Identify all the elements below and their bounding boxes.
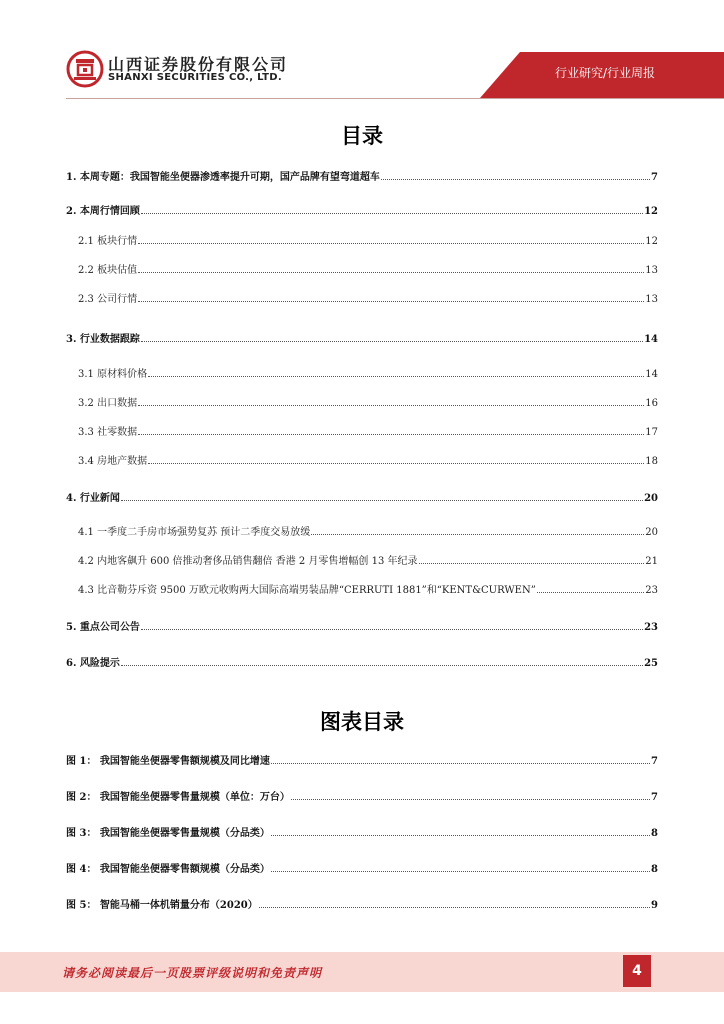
toc-entry-page: 20 — [644, 493, 658, 504]
toc-entry[interactable] — [66, 261, 658, 277]
dot-leader — [271, 862, 650, 872]
toc-entry-page: 12 — [644, 206, 658, 217]
toc-entry-page: 17 — [645, 427, 658, 438]
toc-entry-label: 3.1 原材料价格 — [78, 369, 148, 380]
shanxi-securities-logo-icon — [66, 50, 104, 88]
toc-entry-label: 2.3 公司行情 — [78, 294, 138, 305]
toc-entry[interactable] — [66, 290, 658, 306]
footer-disclaimer: 请务必阅读最后一页股票评级说明和免责声明 — [62, 966, 323, 980]
dot-leader — [141, 620, 643, 630]
dot-leader — [138, 234, 644, 244]
toc-entry[interactable] — [66, 581, 658, 597]
toc-entry-page: 23 — [644, 622, 658, 633]
toc-entry-label: 4.2 内地客飙升 600 倍推动奢侈品销售翻倍 香港 2 月零售增幅创 13 年纪录 — [78, 556, 418, 567]
dot-leader — [121, 491, 643, 501]
toc-entry-page: 20 — [645, 527, 658, 538]
toc-entry[interactable] — [66, 202, 658, 218]
toc-entry-page: 13 — [645, 294, 658, 305]
figure-entry[interactable] — [66, 752, 658, 768]
dot-leader — [148, 454, 644, 464]
header-divider — [66, 98, 724, 99]
toc-entry[interactable] — [66, 523, 658, 539]
report-category: 行业研究/行业周报 — [555, 66, 656, 80]
page-number: 4 — [623, 955, 651, 987]
dot-leader — [291, 790, 650, 800]
toc-entry-label: 4. 行业新闻 — [66, 493, 120, 504]
dot-leader — [138, 396, 644, 406]
toc-entry-page: 12 — [645, 236, 658, 247]
toc-entry-page: 16 — [645, 398, 658, 409]
figure-entry-page: 9 — [651, 900, 658, 911]
toc-entry[interactable] — [66, 394, 658, 410]
dot-leader — [419, 554, 645, 564]
company-name-en: SHANXI SECURITIES CO., LTD. — [108, 72, 282, 83]
figure-entry-label: 图 5： 智能马桶一体机销量分布（2020） — [66, 900, 258, 911]
dot-leader — [141, 204, 643, 214]
figure-entry-label: 图 3： 我国智能坐便器零售量规模（分品类） — [66, 828, 270, 839]
toc-entry[interactable] — [66, 330, 658, 346]
toc-title: 目录 — [341, 124, 383, 148]
toc-entry-label: 3.2 出口数据 — [78, 398, 138, 409]
figure-entry-page: 7 — [651, 792, 658, 803]
toc-entry[interactable] — [66, 232, 658, 248]
toc-entry-label: 2. 本周行情回顾 — [66, 206, 140, 217]
figure-entry-label: 图 2： 我国智能坐便器零售量规模（单位：万台） — [66, 792, 290, 803]
dot-leader — [138, 263, 644, 273]
toc-entry[interactable] — [66, 168, 658, 184]
figure-entry[interactable] — [66, 896, 658, 912]
toc-entry[interactable] — [66, 552, 658, 568]
toc-entry[interactable] — [66, 654, 658, 670]
dot-leader — [138, 425, 644, 435]
toc-entry[interactable] — [66, 489, 658, 505]
dot-leader — [271, 754, 650, 764]
figure-entry[interactable] — [66, 860, 658, 876]
toc-entry-label: 6. 风险提示 — [66, 658, 120, 669]
dot-leader — [121, 656, 643, 666]
toc-entry-label: 5. 重点公司公告 — [66, 622, 140, 633]
toc-entry[interactable] — [66, 452, 658, 468]
toc-entry-page: 14 — [644, 334, 658, 345]
figure-entry[interactable] — [66, 824, 658, 840]
toc-entry-page: 25 — [644, 658, 658, 669]
toc-entry-label: 3.3 社零数据 — [78, 427, 138, 438]
toc-entry-page: 21 — [645, 556, 658, 567]
toc-entry-label: 3. 行业数据跟踪 — [66, 334, 140, 345]
figure-entry-page: 8 — [651, 864, 658, 875]
toc-entry-label: 4.1 一季度二手房市场强势复苏 预计二季度交易放缓 — [78, 527, 311, 538]
figure-entry[interactable] — [66, 788, 658, 804]
figure-entry-page: 8 — [651, 828, 658, 839]
dot-leader — [537, 583, 644, 593]
toc-entry-label: 2.2 板块估值 — [78, 265, 138, 276]
toc-entry-label: 4.3 比音勒芬斥资 9500 万欧元收购两大国际高端男装品牌“CERRUTI 1881”和“KENT&CURWEN” — [78, 585, 536, 596]
dot-leader — [141, 332, 643, 342]
figure-entry-label: 图 4： 我国智能坐便器零售额规模（分品类） — [66, 864, 270, 875]
toc-entry-label: 3.4 房地产数据 — [78, 456, 148, 467]
dot-leader — [271, 826, 650, 836]
figure-entry-label: 图 1： 我国智能坐便器零售额规模及同比增速 — [66, 756, 270, 767]
toc-entry-page: 13 — [645, 265, 658, 276]
dot-leader — [311, 525, 644, 535]
page-header — [0, 0, 724, 110]
dot-leader — [148, 367, 644, 377]
toc-entry-label: 2.1 板块行情 — [78, 236, 138, 247]
dot-leader — [381, 170, 650, 180]
toc-entry-page: 23 — [645, 585, 658, 596]
toc-entry-page: 18 — [645, 456, 658, 467]
company-name-cn: 山西证券股份有限公司 — [108, 55, 289, 74]
toc-entry-label: 1. 本周专题：我国智能坐便器渗透率提升可期，国产品牌有望弯道超车 — [66, 172, 380, 183]
toc-entry-page: 7 — [651, 172, 658, 183]
dot-leader — [138, 292, 644, 302]
dot-leader — [259, 898, 650, 908]
figure-list-title: 图表目录 — [320, 710, 404, 734]
toc-entry-page: 14 — [645, 369, 658, 380]
toc-entry[interactable] — [66, 365, 658, 381]
figure-entry-page: 7 — [651, 756, 658, 767]
toc-entry[interactable] — [66, 423, 658, 439]
toc-entry[interactable] — [66, 618, 658, 634]
